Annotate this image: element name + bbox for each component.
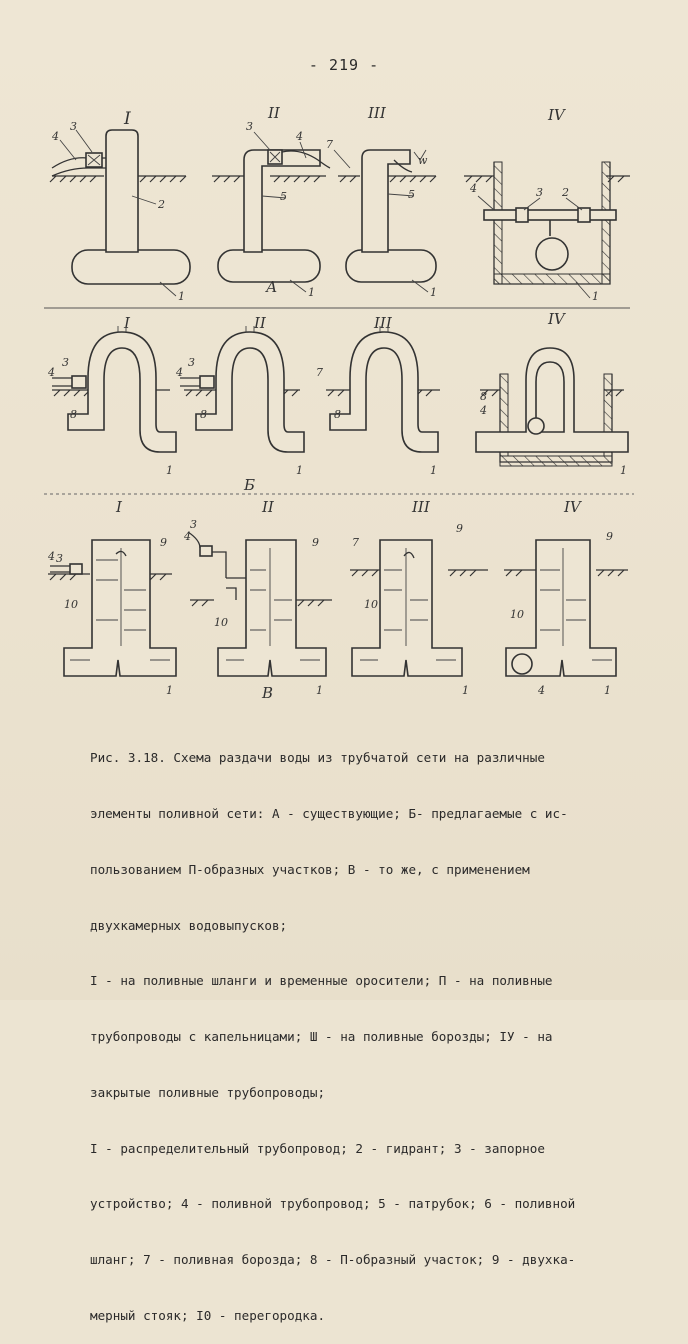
label-c7: 7 (352, 536, 359, 549)
label-4b: 4 (296, 130, 303, 143)
label-3: 3 (70, 120, 77, 133)
label-c1b: 1 (316, 684, 323, 697)
label-b8c: 8 (334, 408, 341, 421)
riser-a3 (362, 150, 410, 252)
caption-line: пользованием П-образных участков; В - то же, с применением (90, 861, 530, 877)
label-3b: 3 (246, 120, 253, 133)
label-b4b: 4 (176, 366, 183, 379)
caption-line: I - на поливные шланги и временные оросители; П - на поливные (90, 973, 553, 989)
main-pipe-a3 (346, 250, 436, 282)
row-b (47, 310, 628, 494)
pi-unit-b4 (476, 348, 628, 466)
label-c1c: 1 (462, 684, 469, 697)
row-b-letter: Б (244, 476, 256, 494)
label-c9d: 9 (606, 530, 613, 543)
caption-line: Рис. 3.18. Схема раздачи воды из трубчатой сети на различные (90, 750, 545, 766)
label-c10d: 10 (510, 608, 524, 621)
row-a-numeral-4: IV (548, 106, 565, 124)
label-4: 4 (52, 130, 59, 143)
caption-line: устройство; 4 - поливной трубопровод; 5 - патрубок; 6 - поливной (90, 1196, 576, 1212)
row-c-letter: В (262, 684, 274, 700)
label-b7: 7 (316, 366, 323, 379)
row-c-numeral-1: I (116, 498, 122, 516)
caption-line: мерный стояк; I0 - перегородка. (90, 1308, 326, 1323)
label-7: 7 (326, 138, 333, 151)
label-c9c: 9 (456, 522, 463, 535)
label-c3b: 3 (190, 518, 197, 531)
label-b3: 3 (62, 356, 69, 369)
label-1c: 1 (430, 286, 437, 299)
row-c-numeral-2: II (262, 498, 274, 516)
label-1b: 1 (308, 286, 315, 299)
label-4c: 4 (470, 182, 477, 195)
label-c4b: 4 (184, 530, 191, 543)
label-b1d: 1 (620, 464, 627, 477)
main-pipe-a4 (536, 238, 568, 270)
row-c-numeral-4: IV (564, 498, 581, 516)
label-5: 5 (280, 190, 287, 203)
pi-unit-b1 (68, 326, 176, 452)
line-a4 (484, 210, 616, 220)
caption-line: закрытые поливные трубопроводы; (90, 1084, 326, 1100)
row-a-numeral-3: III (368, 104, 386, 122)
label-b3b: 3 (188, 356, 195, 369)
caption-line: шланг; 7 - поливная борозда; 8 - П-образный участок; 9 - двухка- (90, 1252, 576, 1268)
label-1: 1 (178, 290, 185, 303)
label-c1d: 1 (604, 684, 611, 697)
label-b1c: 1 (430, 464, 437, 477)
caption-line: I - распределительный трубопровод; 2 - гидрант; 3 - запорное (90, 1140, 545, 1156)
row-a-letter: А (266, 278, 278, 296)
row-c-numeral-3: III (412, 498, 430, 516)
row-b-numeral-4: IV (548, 310, 565, 328)
label-c9: 9 (160, 536, 167, 549)
label-b8b: 8 (200, 408, 207, 421)
label-c1: 1 (166, 684, 173, 697)
label-b8d: 8 (480, 390, 487, 403)
caption-line: элементы поливной сети: А - существующие; Б- предлагаемые с ис- (90, 805, 568, 821)
label-c4c: 4 (538, 684, 545, 697)
figure-caption (90, 712, 660, 1344)
label-c10b: 10 (214, 616, 228, 629)
row-b-numeral-1: I (124, 314, 130, 332)
row-a-numeral-1: I (124, 109, 131, 129)
main-pipe-a1 (72, 250, 190, 284)
label-b4: 4 (48, 366, 55, 379)
label-c4: 4 (48, 550, 55, 563)
riser-c2 (188, 532, 326, 676)
caption-line: трубопроводы с капельницами; Ш - на поливные борозды; IУ - на (90, 1029, 553, 1045)
label-c10: 10 (64, 598, 78, 611)
page-number: - 219 - (308, 56, 380, 74)
label-w: w (418, 154, 428, 167)
label-c3: 3 (56, 552, 63, 565)
label-2: 2 (158, 198, 165, 211)
label-1d: 1 (592, 290, 599, 303)
pi-unit-b2 (196, 326, 304, 452)
label-3c: 3 (536, 186, 543, 199)
label-2b: 2 (562, 186, 569, 199)
label-c9b: 9 (312, 536, 319, 549)
hydrant-a1 (106, 130, 138, 252)
label-b1b: 1 (296, 464, 303, 477)
caption-line: двухкамерных водовыпусков; (90, 917, 288, 933)
label-5b: 5 (408, 188, 415, 201)
pi-unit-b3 (330, 326, 438, 452)
row-b-numeral-3: III (374, 314, 392, 332)
row-a (50, 104, 630, 303)
label-c10c: 10 (364, 598, 378, 611)
row-b-numeral-2: II (254, 314, 266, 332)
label-b4c: 4 (480, 404, 487, 417)
row-a-numeral-2: II (268, 104, 280, 122)
label-b8: 8 (70, 408, 77, 421)
row-c (47, 498, 628, 700)
label-b1: 1 (166, 464, 173, 477)
